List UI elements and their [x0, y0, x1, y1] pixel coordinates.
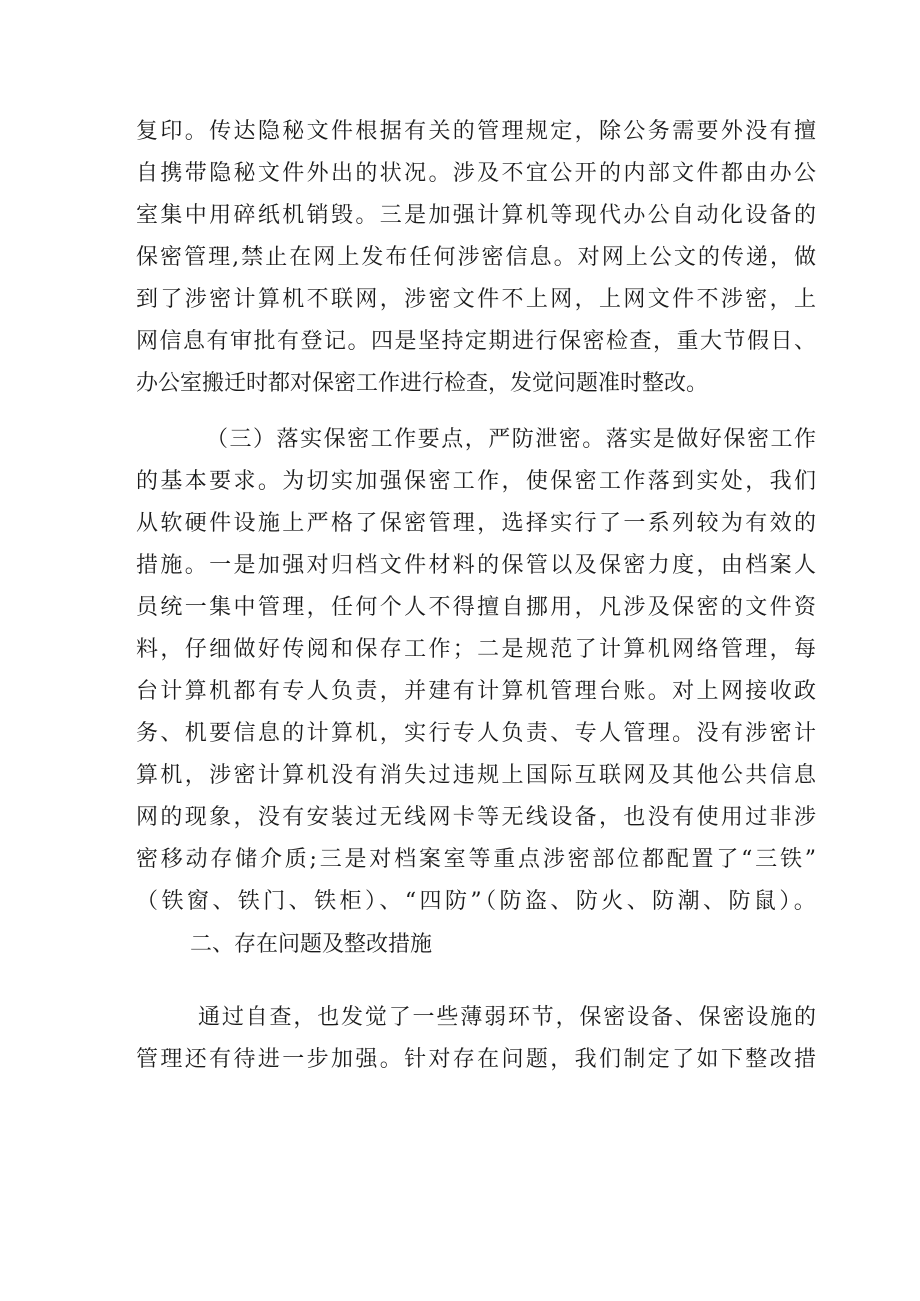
- text-line-14: 台计算机都有专人负责，并建有计算机管理台账。对上网接收政: [136, 679, 816, 704]
- text-line-18: 密移动存储介质;三是对档案室等重点涉密部位都配置了“三铁”: [136, 847, 816, 872]
- text-line-19: （铁窗、铁门、铁柜）、“四防”（防盗、防火、防潮、防鼠）。: [136, 889, 816, 914]
- text-line-16: 算机，涉密计算机没有消失过违规上国际互联网及其他公共信息: [136, 763, 816, 788]
- text-line-6: 网信息有审批有登记。四是坚持定期进行保密检查，重大节假日、: [136, 329, 816, 354]
- text-line-17: 网的现象，没有安装过无线网卡等无线设备，也没有使用过非涉: [136, 805, 816, 830]
- text-line-10: 从软硬件设施上严格了保密管理，选择实行了一系列较为有效的: [136, 511, 816, 536]
- text-line-4: 保密管理,禁止在网上发布任何涉密信息。对网上公文的传递，做: [136, 245, 816, 270]
- text-line-22: 管理还有待进一步加强。针对存在问题，我们制定了如下整改措: [136, 1047, 816, 1072]
- section-heading-2: 二、存在问题及整改措施: [190, 932, 433, 957]
- section-heading-line: （三）落实保密工作要点，严防泄密。落实是做好保密工作: [206, 427, 816, 452]
- text-line-9: 的基本要求。为切实加强保密工作，使保密工作落到实处，我们: [136, 469, 816, 494]
- text-line-11: 措施。一是加强对归档文件材料的保管以及保密力度，由档案人: [136, 553, 816, 578]
- text-line-7: 办公室搬迁时都对保密工作进行检查，发觉问题准时整改。: [136, 371, 709, 396]
- text-line-12: 员统一集中管理，任何个人不得擅自挪用，凡涉及保密的文件资: [136, 595, 816, 620]
- text-line-21: 通过自查，也发觉了一些薄弱环节，保密设备、保密设施的: [198, 1005, 816, 1030]
- text-line-13: 料，仔细做好传阅和保存工作；二是规范了计算机网络管理，每: [136, 637, 816, 662]
- text-line-3: 室集中用碎纸机销毁。三是加强计算机等现代办公自动化设备的: [136, 203, 816, 228]
- text-line-2: 自携带隐秘文件外出的状况。涉及不宜公开的内部文件都由办公: [136, 161, 816, 186]
- text-line-1: 复印。传达隐秘文件根据有关的管理规定，除公务需要外没有擅: [136, 119, 816, 144]
- text-line-15: 务、机要信息的计算机，实行专人负责、专人管理。没有涉密计: [136, 721, 816, 746]
- text-line-5: 到了涉密计算机不联网，涉密文件不上网，上网文件不涉密，上: [136, 287, 816, 312]
